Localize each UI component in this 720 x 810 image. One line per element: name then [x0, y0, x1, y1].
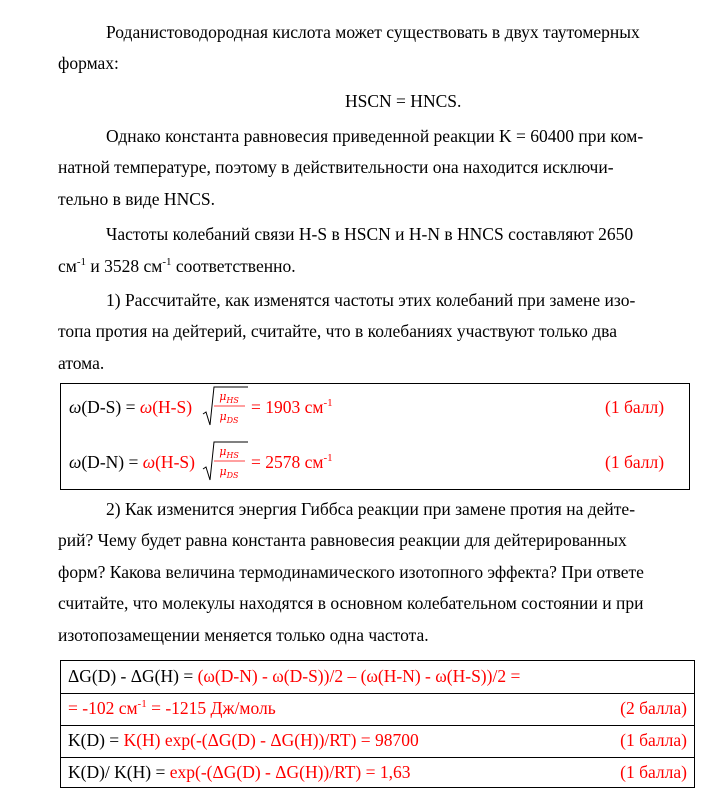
q2-line-2: рий? Чему будет равна константа равновесия реакции для дейтерированных	[58, 530, 627, 550]
q2-line-5: изотопозамещении меняется только одна частота.	[58, 625, 429, 645]
kd-label: K(D) =	[68, 730, 124, 750]
kd-formula: K(H) exp(-(ΔG(D) - ΔG(H))/RT) = 98700	[123, 730, 419, 750]
para3-exp-a: -1	[76, 256, 87, 268]
para3-line-2	[58, 251, 296, 282]
para3-mid: и 3528 см	[86, 256, 163, 276]
answer2-row4-score: (1 балла)	[620, 762, 687, 782]
intro-line-1: Роданистоводородная кислота может существовать в двух таутомерных	[106, 22, 640, 42]
answer1-row2-lhs: ω(D-N) = ω(H-S)	[69, 452, 195, 472]
q2-line-4: считайте, что молекулы находятся в основном колебательном состоянии и при	[58, 593, 644, 613]
q1-line-1: 1) Рассчитайте, как изменятся частоты этих колебаний при замене изо-	[106, 290, 636, 310]
mu-hs-num: $\mu_{HS}$	[219, 390, 239, 406]
answer1-row1-exp: -1	[323, 397, 333, 409]
para2-line-1: Однако константа равновесия приведенной реакции K = 60400 при ком-	[106, 126, 644, 146]
para3-unit-a: см	[58, 256, 77, 276]
answer2-row3-score: (1 балла)	[620, 730, 687, 750]
para2-line-2: натной температуре, поэтому в действительности она находится исключи-	[58, 157, 614, 177]
q1-line-2: топа протия на дейтерий, считайте, что в колебаниях участвуют только два	[58, 321, 617, 341]
answer2-row2-score: (2 балла)	[620, 698, 687, 718]
answer1-row1-sqrt	[202, 385, 248, 429]
answer1-box	[60, 383, 690, 490]
answer1-row1-lhs: ω(D-S) = ω(H-S)	[69, 397, 193, 417]
mu-ds-den: $\mu_{DS}$	[219, 410, 239, 426]
answer1-row2-score: (1 балл)	[605, 452, 665, 472]
kd-kh-formula: exp(-(ΔG(D) - ΔG(H))/RT) = 1,63	[169, 762, 411, 782]
answer1-row2-sqrt	[202, 440, 248, 484]
para3-exp-b: -1	[162, 256, 172, 268]
tautomer-equation: HSCN = HNCS.	[345, 91, 462, 111]
mu-hs-num: $\mu_{HS}$	[219, 445, 239, 461]
para3-line-1: Частоты колебаний связи H-S в HSCN и H-N в HNCS составляют 2650	[106, 224, 634, 244]
answer2-row3-text	[68, 725, 419, 755]
para2-line-3: тельно в виде HNCS.	[58, 189, 215, 209]
answer2-row1-text	[68, 661, 520, 691]
answer2-row-1	[61, 661, 694, 694]
kd-kh-label: K(D)/ K(H) =	[68, 762, 170, 782]
delta-g-cm: = -102 см	[68, 698, 138, 718]
q2-line-3: форм? Какова величина термодинамического изотопного эффекта? При ответе	[58, 562, 644, 582]
answer1-row2-value: = 2578 см	[251, 452, 324, 472]
answer2-row-3	[61, 725, 694, 758]
answer1-row2-exp: -1	[323, 452, 333, 464]
answer1-row1-result	[251, 392, 333, 422]
answer2-row-2	[61, 693, 694, 726]
delta-g-joule: = -1215 Дж/моль	[146, 698, 276, 718]
q1-line-3: атома.	[58, 353, 105, 373]
answer1-row1-value: = 1903 см	[251, 397, 324, 417]
delta-g-label: ΔG(D) - ΔG(H) =	[68, 666, 198, 686]
answer2-row2-text	[68, 693, 276, 723]
answer2-box	[60, 660, 695, 788]
delta-g-exp: -1	[137, 698, 147, 710]
delta-g-formula: (ω(D-N) - ω(D-S))/2 – (ω(H-N) - ω(H-S))/2 =	[197, 666, 521, 686]
answer2-row-4	[61, 757, 694, 789]
mu-ds-den: $\mu_{DS}$	[219, 465, 239, 481]
answer1-row1-score: (1 балл)	[605, 397, 665, 417]
answer2-row4-text	[68, 757, 411, 787]
q2-line-1: 2) Как изменится энергия Гиббса реакции при замене протия на дейте-	[106, 499, 636, 519]
answer1-row2-result	[251, 447, 333, 477]
para3-tail: соответственно.	[171, 256, 296, 276]
intro-line-2: формах:	[58, 53, 119, 73]
